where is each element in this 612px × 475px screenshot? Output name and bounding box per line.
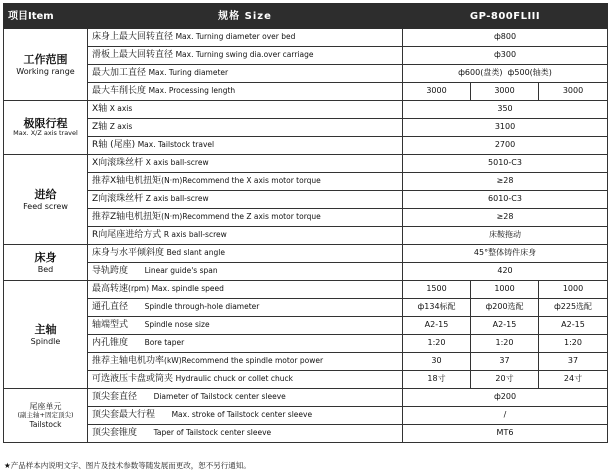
value-cell: 3000	[539, 83, 608, 101]
value-cell: A2-15	[471, 317, 539, 335]
value-cell: ≥28	[403, 173, 608, 191]
param-cell: 顶尖套最大行程 Max. stroke of Tailstock center sleeve	[88, 407, 403, 425]
param-cell: 最大加工直径 Max. Turing diameter	[88, 65, 403, 83]
group-spindle	[4, 281, 88, 389]
group-label-en: Bed	[37, 264, 54, 274]
group-tailstock	[4, 389, 88, 443]
param-cell: 最大车削长度 Max. Processing length	[88, 83, 403, 101]
value-cell: ф200	[403, 389, 608, 407]
group-label-cn: 主轴	[34, 322, 57, 336]
value-cell: 420	[403, 263, 608, 281]
value-cell: 1000	[471, 281, 539, 299]
table-row	[4, 101, 608, 119]
group-feed-screw	[4, 155, 88, 245]
table-row	[4, 191, 608, 209]
table-header	[4, 4, 608, 29]
param-cell: 顶尖套锥度 Taper of Tailstock center sleeve	[88, 425, 403, 443]
param-cell: R向尾座进给方式 R axis ball-screw	[88, 227, 403, 245]
table-row	[4, 263, 608, 281]
group-label-en: Feed screw	[23, 201, 68, 211]
param-cell: 通孔直径 Spindle through-hole diameter	[88, 299, 403, 317]
param-cell: R轴 (尾座) Max. Tailstock travel	[88, 137, 403, 155]
value-cell: 37	[539, 353, 608, 371]
value-cell: 1:20	[471, 335, 539, 353]
group-label-cn: 尾座单元	[29, 402, 62, 412]
table-row	[4, 209, 608, 227]
param-cell: 推荐Z轴电机扭矩(N·m)Recommend the Z axis motor torque	[88, 209, 403, 227]
param-cell: X轴 X axis	[88, 101, 403, 119]
value-cell: 30	[403, 353, 471, 371]
table-row	[4, 371, 608, 389]
param-cell: 可选液压卡盘或筒夹 Hydraulic chuck or collet chuck	[88, 371, 403, 389]
value-cell: 1:20	[539, 335, 608, 353]
table-row	[4, 155, 608, 173]
value-cell: 20寸	[471, 371, 539, 389]
header-item: 项目Item	[4, 4, 88, 29]
table-row	[4, 137, 608, 155]
group-working-range	[4, 29, 88, 101]
table-row	[4, 335, 608, 353]
table-row	[4, 29, 608, 47]
param-cell: 推荐主轴电机功率(kW)Recommend the spindle motor power	[88, 353, 403, 371]
value-cell: 18寸	[403, 371, 471, 389]
value-cell: A2-15	[539, 317, 608, 335]
value-cell: ф600(盘类) ф500(轴类)	[403, 65, 608, 83]
value-cell: MT6	[403, 425, 608, 443]
param-cell: 轴端型式 Spindle nose size	[88, 317, 403, 335]
group-label-en: Working range	[16, 66, 75, 76]
table-row	[4, 227, 608, 245]
value-cell: 45°整体铸件床身	[403, 245, 608, 263]
value-cell: 3000	[471, 83, 539, 101]
value-cell: ф300	[403, 47, 608, 65]
group-label-cn: 进给	[34, 187, 57, 201]
footnote: ★产品样本内说明文字、图片及技术参数等随发展而更改，恕不另行通知。	[4, 461, 251, 470]
value-cell: 1:20	[403, 335, 471, 353]
value-cell: 3000	[403, 83, 471, 101]
group-bed	[4, 245, 88, 281]
value-cell: 350	[403, 101, 608, 119]
param-cell: 床身上最大回转直径 Max. Turning diameter over bed	[88, 29, 403, 47]
table-row	[4, 407, 608, 425]
table-row	[4, 119, 608, 137]
value-cell: 床鞍拖动	[403, 227, 608, 245]
value-cell: 3100	[403, 119, 608, 137]
param-cell: 最高转速(rpm) Max. spindle speed	[88, 281, 403, 299]
group-label-cn: 工作范围	[23, 52, 68, 66]
table-row	[4, 47, 608, 65]
value-cell: 2700	[403, 137, 608, 155]
param-cell: 推荐X轴电机扭矩(N·m)Recommend the X axis motor torque	[88, 173, 403, 191]
table-row	[4, 317, 608, 335]
param-cell: 床身与水平倾斜度 Bed slant angle	[88, 245, 403, 263]
table-row	[4, 389, 608, 407]
value-cell: ф800	[403, 29, 608, 47]
value-cell: 6010-C3	[403, 191, 608, 209]
param-cell: 内孔锥度 Bore taper	[88, 335, 403, 353]
value-cell: ф225选配	[539, 299, 608, 317]
group-label-cn: 极限行程	[23, 116, 68, 130]
param-cell: 滑板上最大回转直径 Max. Turning swing dia.over carriage	[88, 47, 403, 65]
table-row	[4, 281, 608, 299]
value-cell: 37	[471, 353, 539, 371]
value-cell: 24寸	[539, 371, 608, 389]
group-axis-travel	[4, 101, 88, 155]
table-row	[4, 65, 608, 83]
value-cell: 1000	[539, 281, 608, 299]
param-cell: 顶尖套直径 Diameter of Tailstock center sleeve	[88, 389, 403, 407]
header-model: GP-800FLIII	[403, 4, 608, 29]
group-label-note: (副主轴+固定顶尖)	[17, 411, 74, 420]
group-label-en: Tailstock	[29, 419, 62, 429]
header-size: 规格 Size	[88, 4, 403, 29]
param-cell: 导轨跨度 Linear guide's span	[88, 263, 403, 281]
spec-table	[3, 3, 608, 443]
table-row	[4, 425, 608, 443]
param-cell: X向滚珠丝杆 X axis ball-screw	[88, 155, 403, 173]
value-cell: 5010-C3	[403, 155, 608, 173]
value-cell: ф200选配	[471, 299, 539, 317]
param-cell: Z向滚珠丝杆 Z axis ball-screw	[88, 191, 403, 209]
table-row	[4, 173, 608, 191]
table-row	[4, 299, 608, 317]
table-row	[4, 245, 608, 263]
value-cell: 1500	[403, 281, 471, 299]
group-label-cn: 床身	[34, 250, 57, 264]
group-label-en: Spindle	[30, 336, 61, 346]
table-row	[4, 353, 608, 371]
value-cell: ф134标配	[403, 299, 471, 317]
value-cell: /	[403, 407, 608, 425]
table-row	[4, 83, 608, 101]
group-label-en: Max. X/Z axis travel	[13, 129, 78, 138]
value-cell: ≥28	[403, 209, 608, 227]
param-cell: Z轴 Z axis	[88, 119, 403, 137]
value-cell: A2-15	[403, 317, 471, 335]
